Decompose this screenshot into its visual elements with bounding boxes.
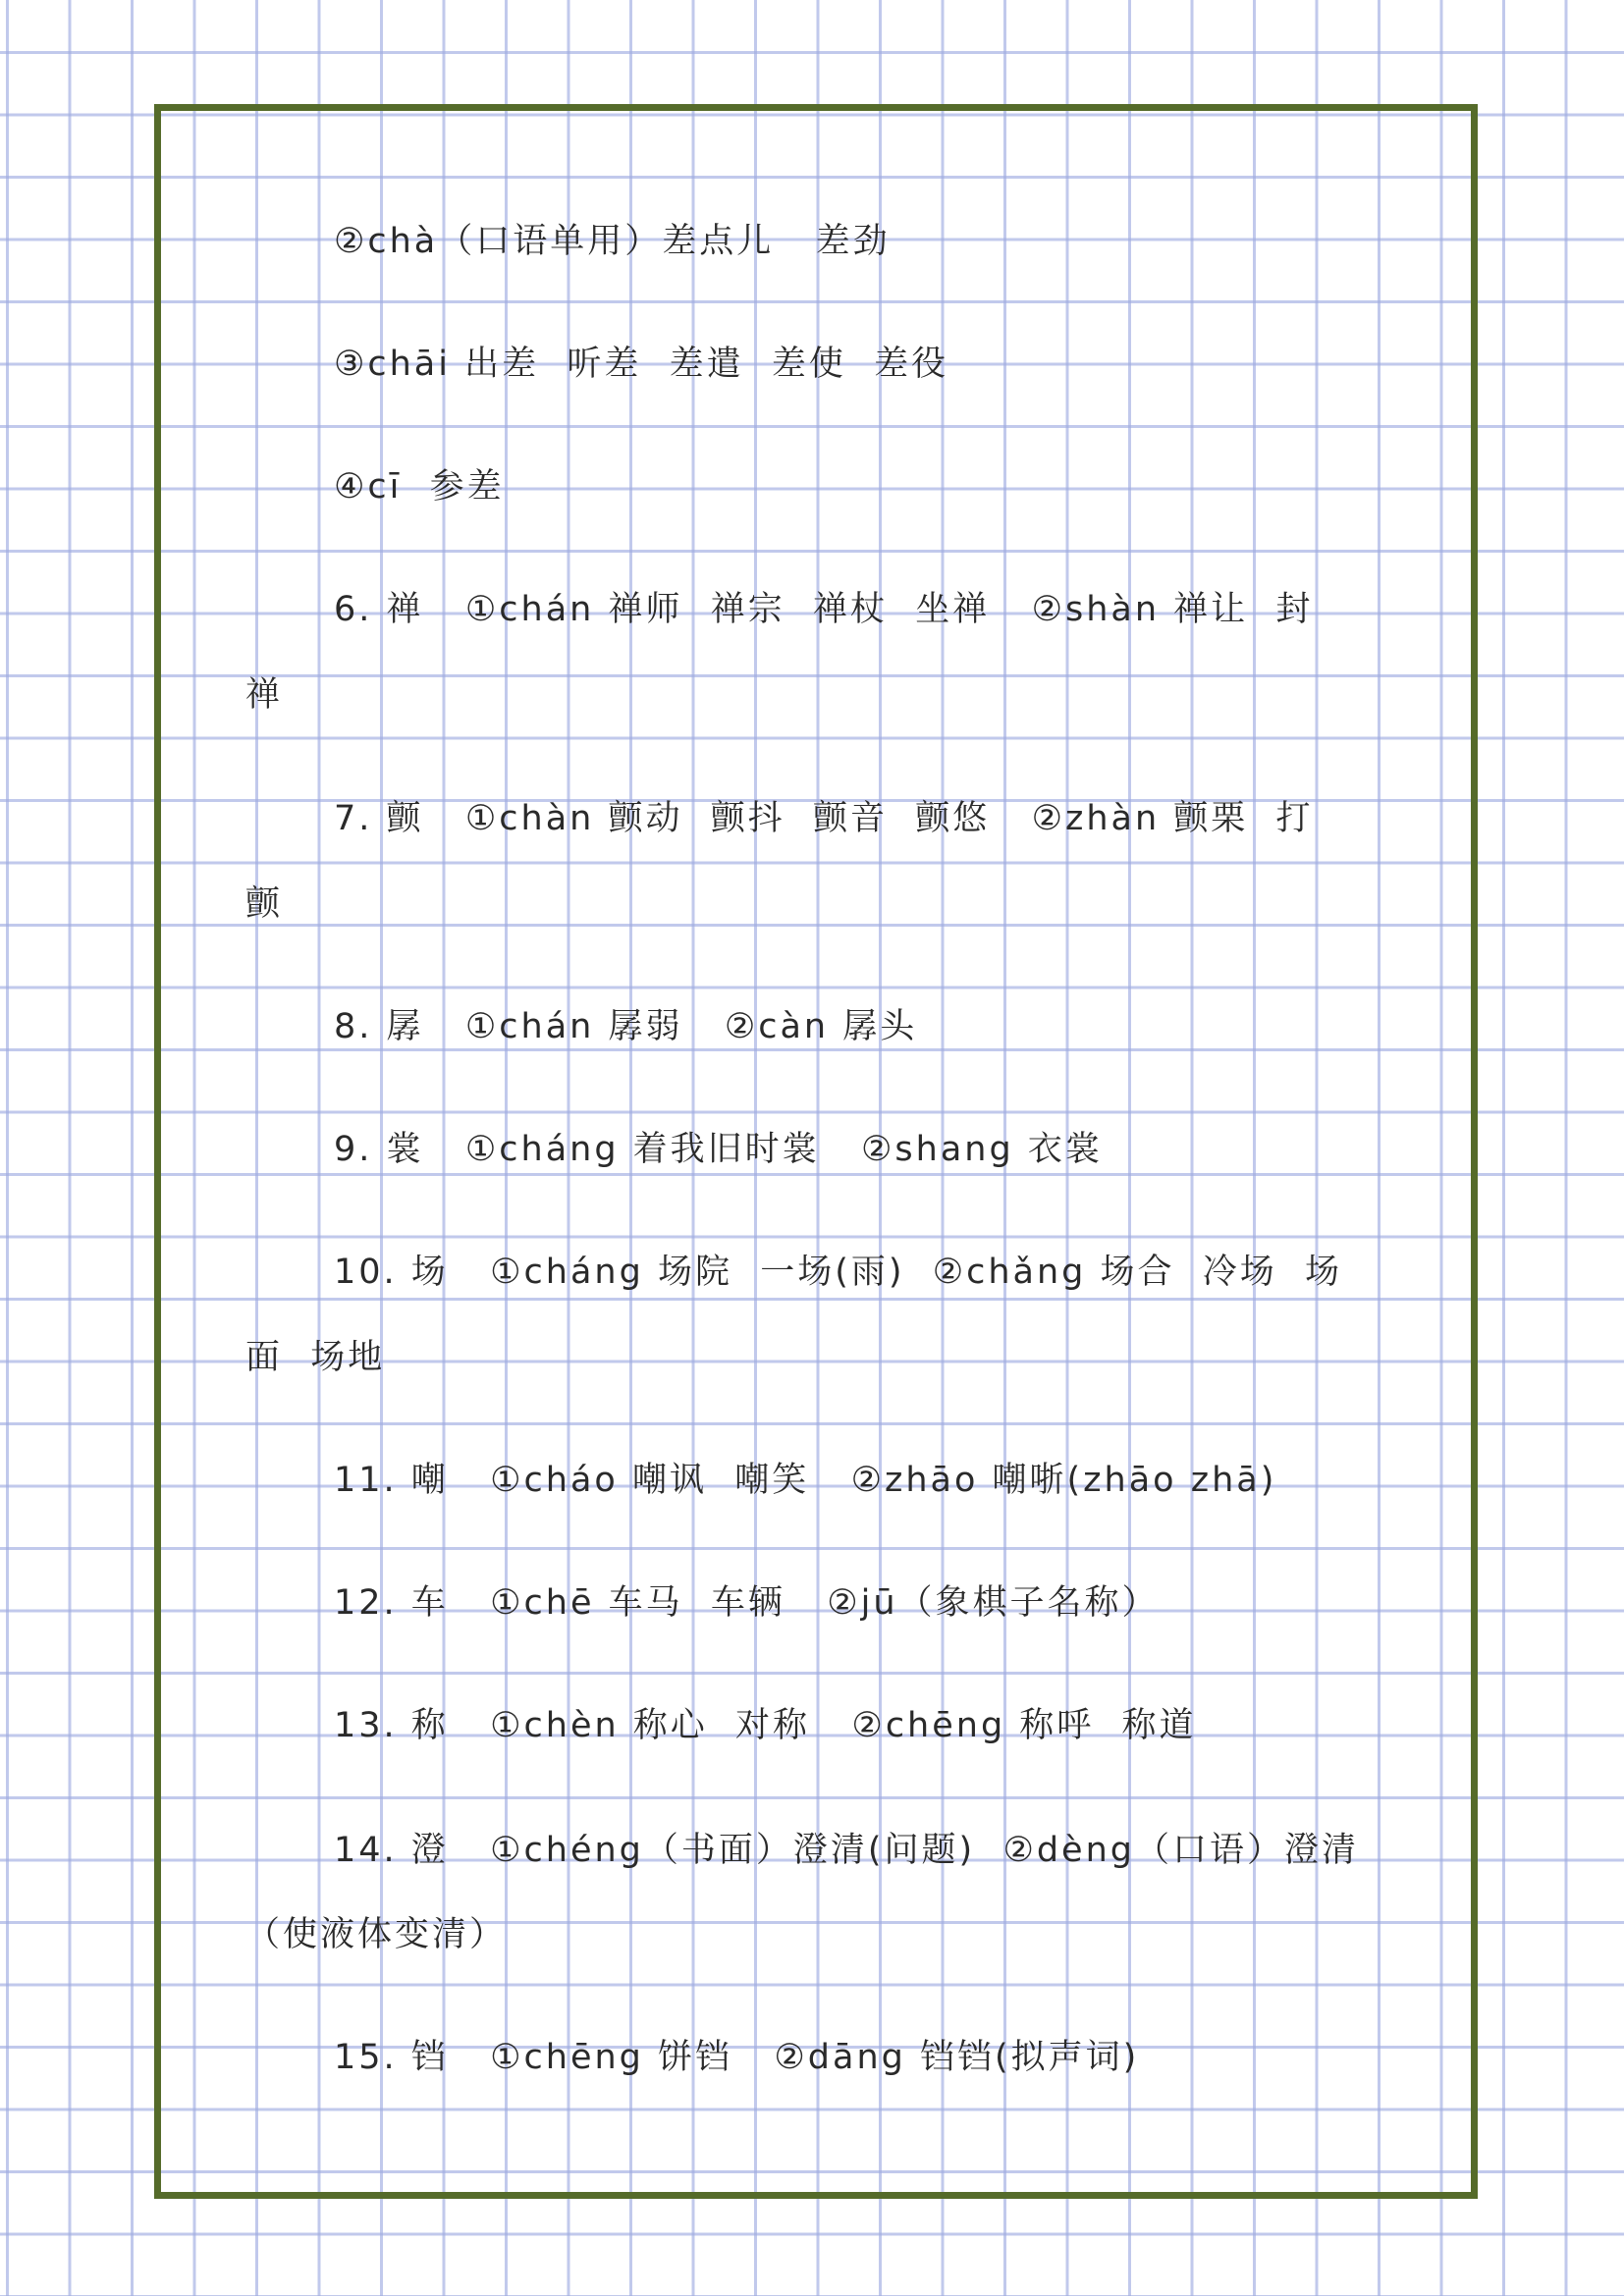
entry-line: 11. 嘲 ①cháo 嘲讽 嘲笑 ②zhāo 嘲哳(zhāo zhā) xyxy=(334,1461,1277,1500)
entry-line: 13. 称 ①chèn 称心 对称 ②chēng 称呼 称道 xyxy=(334,1706,1197,1745)
entry-line: 15. 铛 ①chēng 饼铛 ②dāng 铛铛(拟声词) xyxy=(334,2038,1140,2077)
entry-line: 14. 澄 ①chéng（书面）澄清(问题) ②dèng（口语）澄清 xyxy=(334,1831,1359,1870)
entry-line-continued: 面 场地 xyxy=(245,1338,386,1377)
entry-line: 6. 禅 ①chán 禅师 禅宗 禅杖 坐禅 ②shàn 禅让 封 xyxy=(334,590,1314,629)
entry-line: 12. 车 ①chē 车马 车辆 ②jū（象棋子名称） xyxy=(334,1583,1160,1623)
entry-line-continued: 颤 xyxy=(245,884,284,924)
entry-line: 8. 孱 ①chán 孱弱 ②càn 孱头 xyxy=(334,1007,918,1046)
entry-line: 7. 颤 ①chàn 颤动 颤抖 颤音 颤悠 ②zhàn 颤栗 打 xyxy=(334,799,1314,838)
entry-line-continued: （使液体变清） xyxy=(245,1915,508,1954)
entry-line-continued: 禅 xyxy=(245,675,284,715)
entry-line: ②chà（口语单用）差点儿 差劲 xyxy=(334,222,891,261)
entry-line: ④cī 参差 xyxy=(334,467,505,507)
entry-line: 10. 场 ①cháng 场院 一场(雨) ②chǎng 场合 冷场 场 xyxy=(334,1253,1343,1292)
entry-line: ③chāi 出差 听差 差遣 差使 差役 xyxy=(334,345,949,384)
entry-line: 9. 裳 ①cháng 着我旧时裳 ②shang 衣裳 xyxy=(334,1130,1103,1169)
